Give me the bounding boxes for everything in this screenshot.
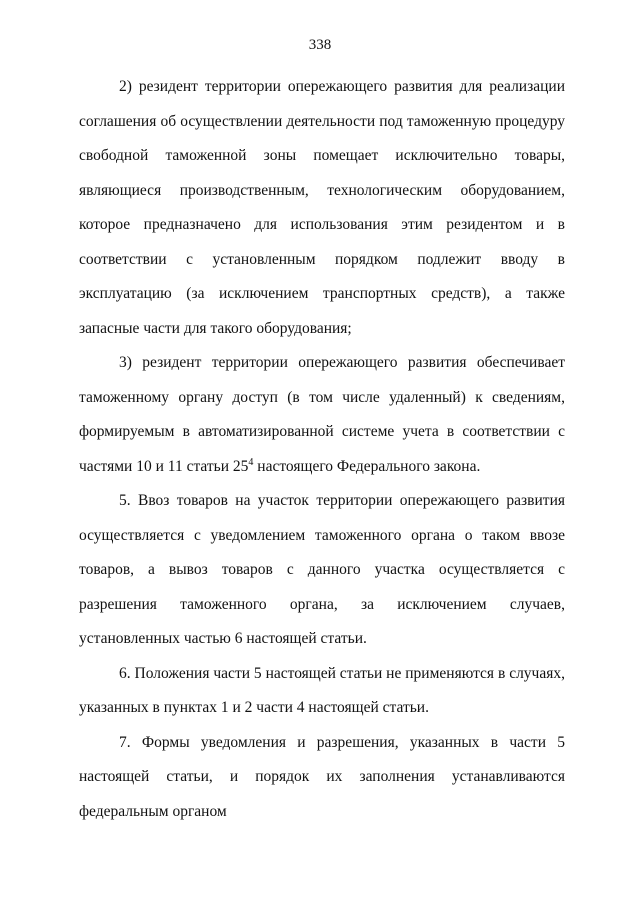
page-number: 338: [308, 37, 332, 53]
paragraph-part-5: 5. Ввоз товаров на участок территории опережающего развития осуществляется с уведомлением таможенного органа о таком ввозе товаров, а вывоз товаров с данного участка осуществляется с разрешения таможенного органа, за исключением случаев, установленных частью 6 настоящей статьи.: [79, 492, 565, 647]
document-body: [79, 70, 565, 829]
article-superscript: 4: [248, 456, 254, 468]
paragraph-part-7: 7. Формы уведомления и разрешения, указанных в части 5 настоящей статьи, и порядок их заполнения устанавливаются федеральным органом: [79, 733, 565, 820]
paragraph-item-2: 2) резидент территории опережающего развития для реализации соглашения об осуществлении деятельности под таможенную процедуру свободной таможенной зоны помещает исключительно товары, являющиеся производственным, технологическим оборудованием, которое предназначено для использования этим резидентом и в соответствии с установленным порядком подлежит вводу в эксплуатацию (за исключением транспортных средств), а также запасные части для такого оборудования;: [79, 78, 565, 337]
paragraph-item-3-text: 3) резидент территории опережающего развития обеспечивает таможенному органу доступ (в том числе удаленный) к сведениям, формируемым в автоматизированной системе учета в соответствии с частями 10 и 11 статьи 25: [79, 354, 565, 475]
paragraph-item-3: [79, 346, 565, 484]
paragraph-item-3-tail: настоящего Федерального закона.: [253, 457, 481, 475]
paragraph-part-6: 6. Положения части 5 настоящей статьи не применяются в случаях, указанных в пунктах 1 и 2 части 4 настоящей статьи.: [79, 664, 565, 716]
